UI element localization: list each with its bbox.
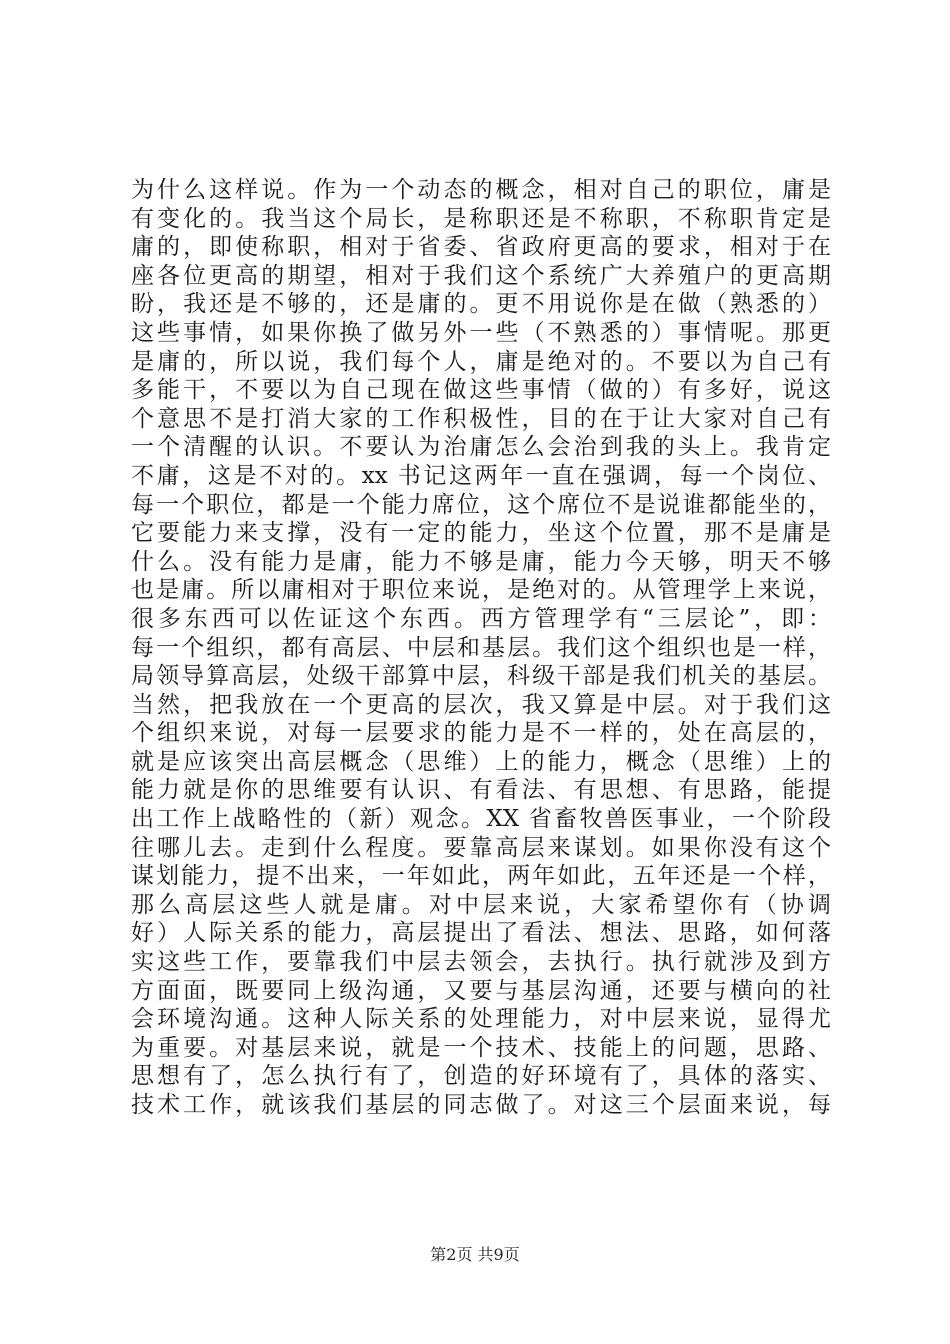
text-line: 这些事情，如果你换了做另外一些（不熟悉的）事情呢。那更 [131, 319, 831, 346]
text-line: 思想有了，怎么执行有了，创造的好环境有了，具体的落实、 [131, 1063, 831, 1090]
text-line: 能力就是你的思维要有认识、有看法、有思想、有思路，能提 [131, 777, 831, 804]
text-line: 个组织来说，对每一层要求的能力是不一样的，处在高层的， [131, 720, 831, 747]
text-line: 一个清醒的认识。不要认为治庸怎么会治到我的头上。我肯定 [131, 434, 831, 461]
text-line: 座各位更高的期望，相对于我们这个系统广大养殖户的更高期 [131, 262, 831, 289]
text-line: 就是应该突出高层概念（思维）上的能力，概念（思维）上的 [131, 748, 831, 775]
text-line: 有变化的。我当这个局长，是称职还是不称职，不称职肯定是 [131, 205, 831, 232]
text-line: 也是庸。所以庸相对于职位来说，是绝对的。从管理学上来说， [131, 577, 831, 604]
text-line: 每一个职位，都是一个能力席位，这个席位不是说谁都能坐的， [131, 491, 831, 518]
text-line: 为什么这样说。作为一个动态的概念，相对自己的职位，庸是 [131, 177, 831, 203]
text-line: 往哪儿去。走到什么程度。要靠高层来谋划。如果你没有这个 [131, 834, 831, 861]
text-line: 庸的，即使称职，相对于省委、省政府更高的要求，相对于在 [131, 234, 831, 261]
text-line: 方面面，既要同上级沟通，又要与基层沟通，还要与横向的社 [131, 977, 831, 1004]
body-paragraph [131, 176, 831, 1120]
text-line: 什么。没有能力是庸，能力不够是庸，能力今天够，明天不够 [131, 548, 831, 575]
text-line: 它要能力来支撑，没有一定的能力，坐这个位置，那不是庸是 [131, 520, 831, 547]
text-line: 技术工作，就该我们基层的同志做了。对这三个层面来说，每 [131, 1092, 831, 1118]
text-line: 不庸，这是不对的。xx 书记这两年一直在强调，每一个岗位、 [131, 462, 831, 489]
text-line: 为重要。对基层来说，就是一个技术、技能上的问题，思路、 [131, 1034, 831, 1061]
text-line: 个意思不是打消大家的工作积极性，目的在于让大家对自己有 [131, 405, 831, 432]
text-line: 会环境沟通。这种人际关系的处理能力，对中层来说，显得尤 [131, 1006, 831, 1033]
text-line: 盼，我还是不够的，还是庸的。更不用说你是在做（熟悉的） [131, 291, 831, 318]
text-line: 出工作上战略性的（新）观念。XX 省畜牧兽医事业，一个阶段 [131, 806, 831, 833]
text-line: 很多东西可以佐证这个东西。西方管理学有“三层论”，即： [131, 605, 831, 632]
text-line: 是庸的，所以说，我们每个人，庸是绝对的。不要以为自己有 [131, 348, 831, 375]
text-line: 实这些工作，要靠我们中层去领会，去执行。执行就涉及到方 [131, 949, 831, 976]
text-line: 当然，把我放在一个更高的层次，我又算是中层。对于我们这 [131, 691, 831, 718]
text-line: 那么高层这些人就是庸。对中层来说，大家希望你有（协调 [131, 891, 831, 918]
text-line: 每一个组织，都有高层、中层和基层。我们这个组织也是一样， [131, 634, 831, 661]
text-line: 局领导算高层，处级干部算中层，科级干部是我们机关的基层。 [131, 663, 831, 690]
text-line: 好）人际关系的能力，高层提出了看法、想法、思路，如何落 [131, 920, 831, 947]
page-number-footer: 第2页 共9页 [430, 1245, 520, 1264]
text-line: 多能干，不要以为自己现在做这些事情（做的）有多好，说这 [131, 377, 831, 404]
text-line: 谋划能力，提不出来，一年如此，两年如此，五年还是一个样， [131, 863, 831, 890]
